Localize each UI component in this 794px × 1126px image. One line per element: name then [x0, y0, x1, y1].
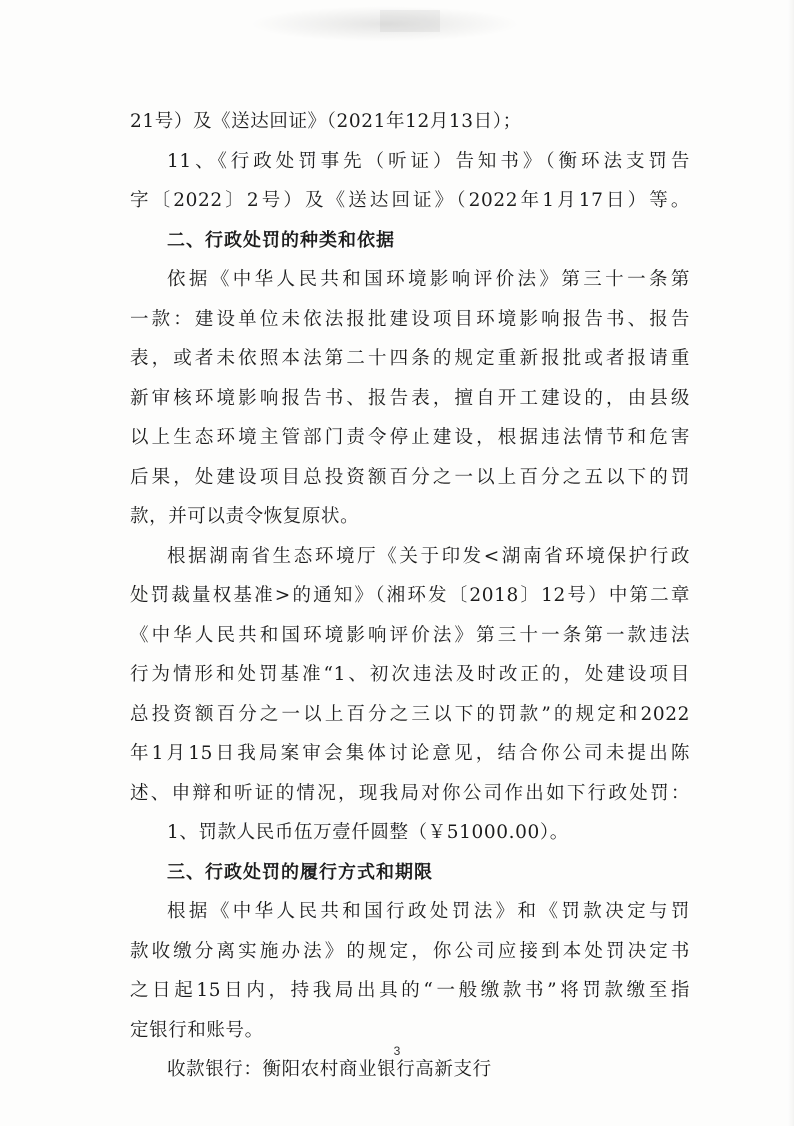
section-heading-3: 三、行政处罚的履行方式和期限	[167, 861, 433, 883]
text-line: 《中华人民共和国环境影响评价法》第三十一条第一款违法	[130, 624, 690, 646]
text-line: 总投资额百分之一以上百分之三以下的罚款”的规定和2022	[130, 703, 690, 725]
text-line: 根据湖南省生态环境厅《关于印发<湖南省环境保护行政	[167, 545, 690, 567]
text-line: 以上生态环境主管部门责令停止建设，根据违法情节和危害	[130, 427, 690, 448]
text-line: 述、申辩和听证的情况，现我局对你公司作出如下行政处罚：	[130, 782, 690, 804]
section-heading-2: 二、行政处罚的种类和依据	[167, 229, 395, 251]
text-line: 21号）及《送达回证》（2021年12月13日）；	[130, 111, 522, 132]
text-line: 根据《中华人民共和国行政处罚法》和《罚款决定与罚	[167, 901, 690, 922]
body-text	[130, 102, 690, 1090]
text-line: 年1月15日我局案审会集体讨论意见，结合你公司未提出陈	[130, 743, 690, 764]
page-number: 3	[393, 1044, 401, 1058]
text-line: 后果，处建设项目总投资额百分之一以上百分之五以下的罚	[130, 466, 690, 488]
text-line: 款，并可以责令恢复原状。	[130, 506, 360, 527]
text-line: 一款：建设单位未依法报批建设项目环境影响报告书、报告	[130, 308, 690, 330]
scan-artifact-2	[380, 10, 440, 32]
text-line: 处罚裁量权基准>的通知》（湘环发〔2018〕12号）中第二章	[130, 585, 690, 606]
text-line: 依据《中华人民共和国环境影响评价法》第三十一条第	[167, 269, 690, 290]
text-line: 款收缴分离实施办法》的规定，你公司应接到本处罚决定书	[130, 940, 690, 962]
text-line: 11、《行政处罚事先（听证）告知书》（衡环法支罚告	[167, 150, 690, 172]
text-line: 字〔2022〕2号）及《送达回证》（2022年1月17日）等。	[130, 190, 690, 211]
penalty-amount-line: 1、罚款人民币伍万壹仟圆整（￥51000.00）。	[167, 822, 569, 843]
text-line: 行为情形和处罚基准“1、初次违法及时改正的，处建设项目	[130, 664, 690, 685]
text-line: 表，或者未依照本法第二十四条的规定重新报批或者报请重	[130, 348, 690, 369]
scan-edge-shadow	[788, 0, 794, 1126]
receiving-bank-line: 收款银行：衡阳农村商业银行高新支行	[167, 1059, 492, 1080]
text-line: 之日起15日内，持我局出具的“一般缴款书”将罚款缴至指	[130, 980, 690, 1001]
text-line: 新审核环境影响报告书、报告表，擅自开工建设的，由县级	[130, 387, 690, 409]
text-line: 定银行和账号。	[130, 1019, 264, 1041]
